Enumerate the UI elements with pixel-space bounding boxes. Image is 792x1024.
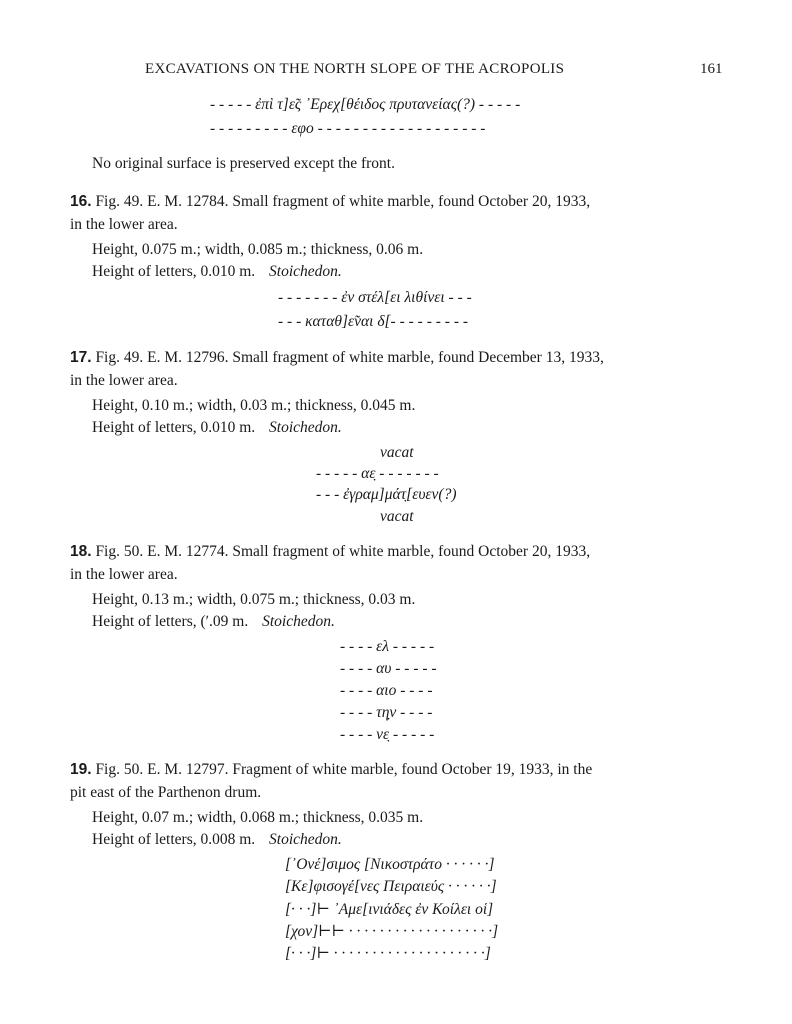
inscription-line: - - - - νε̣ - - - - -: [340, 726, 435, 743]
letter-height-text: Height of letters, (ʹ.09 m.: [92, 613, 249, 630]
inscription-line: vacat: [380, 444, 414, 461]
entry-description: Fig. 50. E. M. 12797. Fragment of white marble, found October 19, 1933, in the: [95, 761, 593, 778]
stoichedon-label: Stoichedon.: [262, 613, 335, 630]
entry-letter-height: [92, 831, 342, 849]
inscription-line: - - - - - ἐπὶ τ]ε̃ς ᾿Ερεχ[θέιδος πρυτανείας(?) - - - - -: [210, 96, 521, 113]
entry-dimensions: Height, 0.07 m.; width, 0.068 m.; thickness, 0.035 m.: [92, 809, 424, 826]
inscription-line: - - - - τη̣ν - - - -: [340, 704, 433, 721]
inscription-line: - - - ἐγραμ]μάτ̣[ευεν(?): [316, 486, 457, 503]
inscription-line: [᾿Ονέ]σιμος [Νικοστράτο · · · · · ·]: [285, 856, 495, 873]
inscription-line: [Κε]φισογέ[νες Πειραιεύς · · · · · ·]: [285, 878, 497, 895]
entry-description: Fig. 49. E. M. 12796. Small fragment of white marble, found December 13, 1933,: [95, 349, 604, 366]
entry-number: 17.: [70, 349, 92, 366]
entry-description-cont: in the lower area.: [70, 216, 178, 233]
entry-heading: [70, 193, 590, 211]
entry-description-cont: in the lower area.: [70, 566, 178, 583]
inscription-line: - - - - - - - ἐν στέλ[ει λιθίνει - - -: [278, 289, 472, 306]
inscription-line: - - - - αυ - - - - -: [340, 660, 437, 677]
entry-dimensions: Height, 0.075 m.; width, 0.085 m.; thickness, 0.06 m.: [92, 241, 424, 258]
entry-number: 18.: [70, 543, 92, 560]
note-text: No original surface is preserved except the front.: [92, 155, 395, 172]
running-title: EXCAVATIONS ON THE NORTH SLOPE OF THE ACROPOLIS: [145, 61, 565, 77]
entry-description: Fig. 49. E. M. 12784. Small fragment of white marble, found October 20, 1933,: [95, 193, 591, 210]
inscription-line: [· · ·]⊢ ᾿Αμε[ινιάδες ἐν Κοίλει οἱ]: [285, 901, 494, 918]
stoichedon-label: Stoichedon.: [269, 831, 342, 848]
page-number: 161: [700, 61, 723, 77]
entry-description-cont: pit east of the Parthenon drum.: [70, 784, 262, 801]
inscription-line: - - - - ελ - - - - -: [340, 638, 435, 655]
letter-height-text: Height of letters, 0.010 m.: [92, 263, 256, 280]
entry-heading: [70, 543, 590, 561]
entry-dimensions: Height, 0.13 m.; width, 0.075 m.; thickness, 0.03 m.: [92, 591, 416, 608]
entry-number: 16.: [70, 193, 92, 210]
entry-letter-height: [92, 263, 342, 281]
inscription-line: - - - - - αε̣ - - - - - - -: [316, 465, 439, 482]
entry-number: 19.: [70, 761, 92, 778]
entry-dimensions: Height, 0.10 m.; width, 0.03 m.; thickness, 0.045 m.: [92, 397, 416, 414]
letter-height-text: Height of letters, 0.010 m.: [92, 419, 256, 436]
inscription-line: vacat: [380, 508, 414, 525]
inscription-line: - - - καταθ]ε̃ναι δ[- - - - - - - - -: [278, 313, 469, 330]
stoichedon-label: Stoichedon.: [269, 419, 342, 436]
inscription-line: - - - - αιο - - - -: [340, 682, 433, 699]
entry-heading: [70, 349, 604, 367]
stoichedon-label: Stoichedon.: [269, 263, 342, 280]
entry-letter-height: [92, 419, 342, 437]
entry-description-cont: in the lower area.: [70, 372, 178, 389]
entry-heading: [70, 761, 592, 779]
inscription-line: - - - - - - - - - εφο - - - - - - - - - - - - - - - - - - -: [210, 120, 486, 137]
entry-letter-height: [92, 613, 335, 631]
inscription-line: [χον]⊢⊢ · · · · · · · · · · · · · · · · · · ·]: [285, 923, 499, 940]
letter-height-text: Height of letters, 0.008 m.: [92, 831, 256, 848]
inscription-line: [· · ·]⊢ · · · · · · · · · · · · · · · · · · · ·]: [285, 945, 491, 962]
entry-description: Fig. 50. E. M. 12774. Small fragment of white marble, found October 20, 1933,: [95, 543, 591, 560]
